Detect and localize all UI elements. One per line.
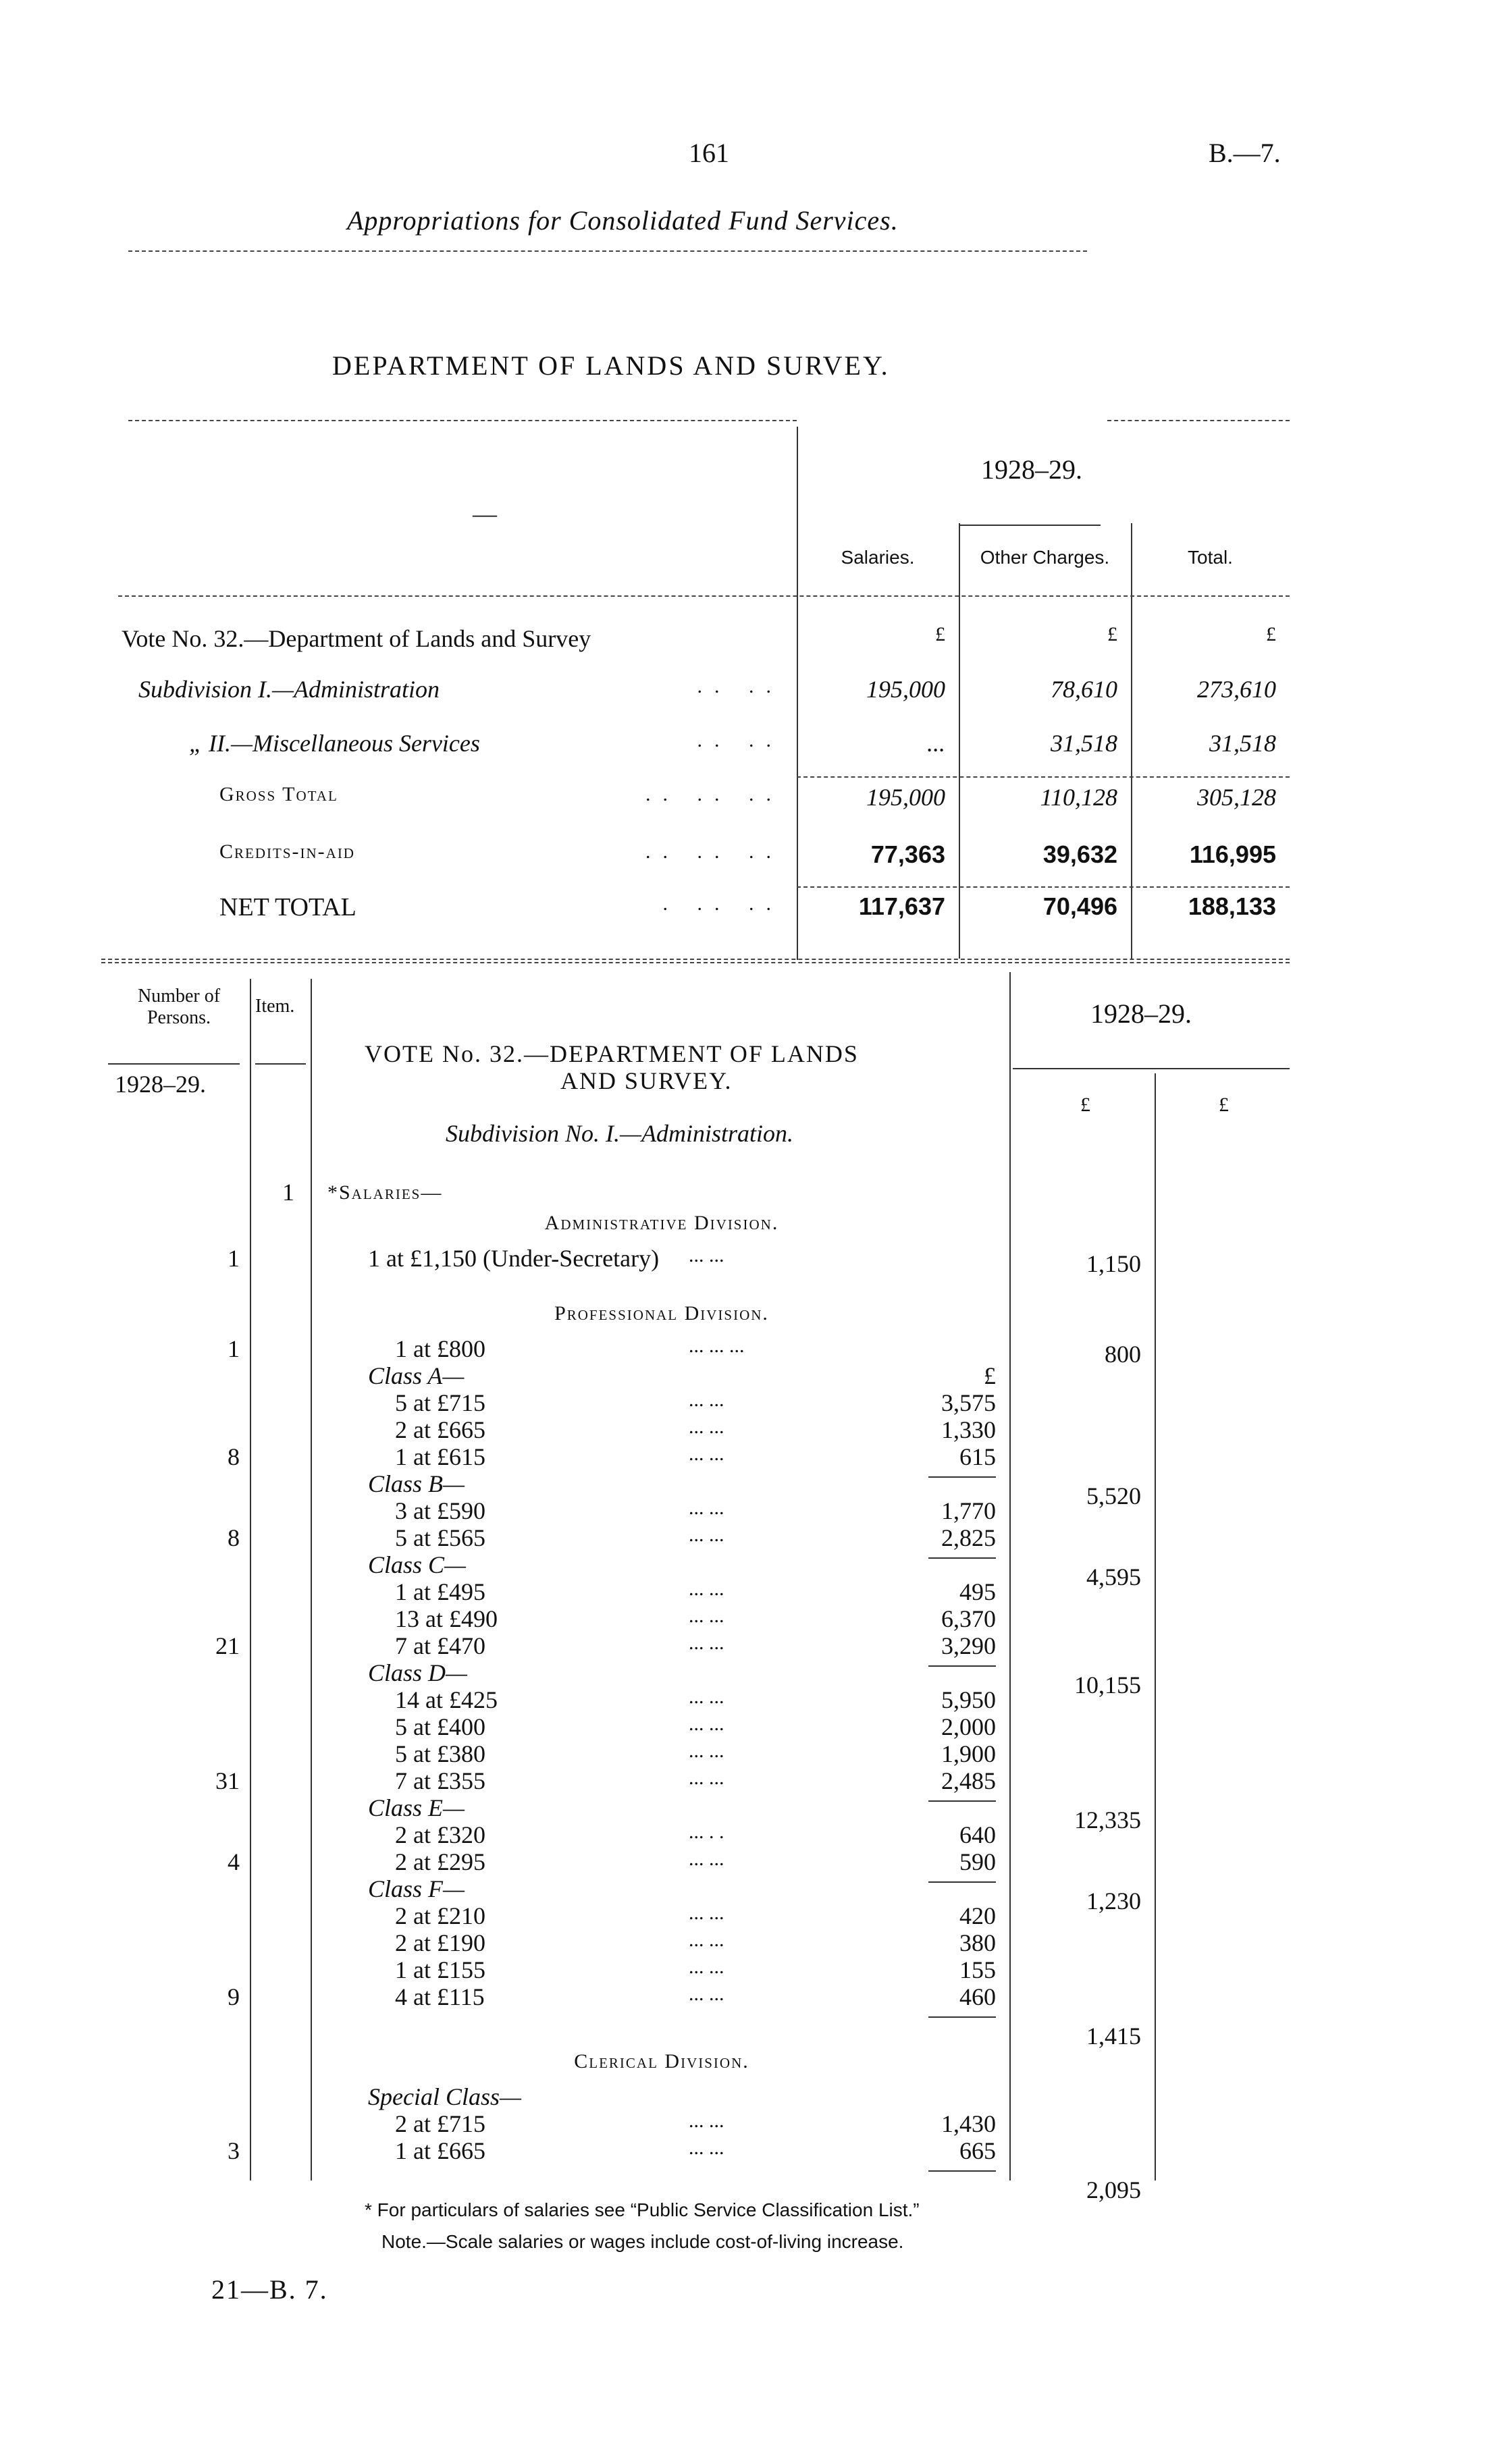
salary-entry: 1 at £800 (395, 1335, 485, 1362)
salary-entry: 1 at £495 (395, 1578, 485, 1605)
sub-amount: 2,825 (941, 1524, 996, 1551)
sub-amount: 590 (959, 1848, 996, 1875)
footer-reference: 21—B. 7. (211, 2274, 328, 2305)
persons-year: 1928–29. (115, 1071, 206, 1098)
sub-amount: 640 (959, 1821, 996, 1848)
summary-value: 110,128 (1040, 784, 1117, 811)
dot-leader: ... ... (689, 1389, 724, 1411)
persons-count: 31 (215, 1767, 240, 1794)
persons-count: 8 (228, 1443, 240, 1470)
sub-amount: 1,900 (941, 1740, 996, 1767)
dot-leader: ... ... (689, 1686, 724, 1708)
subdivision-title: Subdivision No. I.—Administration. (446, 1120, 794, 1147)
currency-symbol: £ (1266, 623, 1276, 645)
subtotal-rule (928, 2016, 996, 2018)
currency-symbol: £ (935, 623, 945, 645)
summary-value: 31,518 (1209, 730, 1276, 757)
sub-amount: 420 (959, 1902, 996, 1929)
summary-value: 31,518 (1051, 730, 1117, 757)
summary-top-rule-right (1107, 420, 1290, 421)
persons-header: Number of Persons. (137, 986, 221, 1028)
class-heading: Class B— (368, 1470, 465, 1497)
salary-entry: 2 at £715 (395, 2110, 485, 2137)
year-underline (959, 525, 1101, 526)
dot-leader: ... ... (689, 1713, 724, 1735)
dot-leader: ... ... (689, 1443, 724, 1465)
dot-leader: ... ... (689, 2110, 724, 2132)
department-heading: DEPARTMENT OF LANDS AND SURVEY. (332, 350, 890, 381)
year-rule (1013, 1068, 1290, 1069)
division-total: 10,155 (1074, 1671, 1141, 1698)
summary-value: 78,610 (1051, 676, 1117, 703)
summary-row-label: Credits-in-aid (219, 840, 355, 863)
sub-amount: 665 (959, 2137, 996, 2164)
sub-amount: 495 (959, 1578, 996, 1605)
dot-leader: .. .. (697, 729, 783, 751)
class-heading: Class F— (368, 1875, 465, 1902)
salary-entry: 5 at £400 (395, 1713, 485, 1740)
summary-row-label: „ II.—Miscellaneous Services (189, 730, 480, 757)
salary-entry: 5 at £380 (395, 1740, 485, 1767)
salary-entry: 7 at £470 (395, 1632, 485, 1659)
currency-symbol: £ (984, 1362, 996, 1389)
dot-leader: ... ... (689, 1497, 724, 1519)
division-total: 1,230 (1086, 1887, 1141, 1914)
class-heading: Class D— (368, 1659, 468, 1686)
vote-title-2: AND SURVEY. (560, 1067, 733, 1094)
salary-entry: 4 at £115 (395, 1983, 485, 2010)
persons-count: 1 (228, 1335, 240, 1362)
summary-value: 39,632 (1042, 840, 1117, 868)
salary-entry: 1 at £615 (395, 1443, 485, 1470)
summary-row-label: NET TOTAL (219, 893, 356, 921)
summary-value: 305,128 (1197, 784, 1276, 811)
division-heading: Administrative Division. (544, 1212, 779, 1234)
summary-value: 195,000 (866, 676, 945, 703)
class-heading: Special Class— (368, 2083, 522, 2110)
salary-entry: 5 at £565 (395, 1524, 485, 1551)
sub-amount: 6,370 (941, 1605, 996, 1632)
vote-title-1: VOTE No. 32.—DEPARTMENT OF LANDS (365, 1040, 859, 1067)
division-total: 1,415 (1086, 2023, 1141, 2050)
salary-entry: 2 at £295 (395, 1848, 485, 1875)
subtotal-rule (928, 1800, 996, 1802)
salary-entry: 14 at £425 (395, 1686, 498, 1713)
dot-leader: ... ... (689, 2137, 724, 2159)
persons-count: 8 (228, 1524, 240, 1551)
salary-entry: 13 at £490 (395, 1605, 498, 1632)
gross-total-rule (797, 776, 1290, 778)
class-heading: Class C— (368, 1551, 467, 1578)
year-label: 1928–29. (981, 454, 1082, 485)
dot-leader: . .. .. (662, 892, 783, 915)
persons-count: 3 (228, 2137, 240, 2164)
item-rule (255, 1063, 306, 1065)
class-heading: Class E— (368, 1794, 465, 1821)
dot-leader: ... ... (689, 1578, 724, 1600)
document-reference: B.—7. (1209, 138, 1281, 168)
dot-leader: ... ... (689, 1244, 724, 1266)
page-number: 161 (689, 138, 729, 168)
dot-leader: ... ... (689, 1605, 724, 1627)
summary-value: 273,610 (1197, 676, 1276, 703)
currency-sub: £ (1080, 1094, 1090, 1116)
dot-leader: ... ... (689, 1524, 724, 1546)
column-header: Total. (1188, 547, 1233, 568)
salary-entry: 2 at £665 (395, 1416, 485, 1443)
division-heading: Clerical Division. (574, 2050, 749, 2072)
persons-year-rule (108, 1063, 240, 1065)
footnote-note: Note.—Scale salaries or wages include cost-of-living increase. (381, 2231, 904, 2252)
summary-row-label: Subdivision I.—Administration (138, 676, 440, 703)
currency-total: £ (1219, 1094, 1229, 1116)
persons-count: 4 (228, 1848, 240, 1875)
summary-bottom-rule (101, 959, 1290, 960)
sub-amount: 460 (959, 1983, 996, 2010)
sub-amount: 1,330 (941, 1416, 996, 1443)
detail-year: 1928–29. (1090, 998, 1192, 1029)
dot-leader: ... . . (689, 1821, 724, 1843)
item-header: Item. (255, 996, 295, 1017)
dot-leader: ... ... (689, 1416, 724, 1438)
salary-entry: 3 at £590 (395, 1497, 485, 1524)
detail-top-rule (101, 962, 1290, 963)
sub-amount: 3,290 (941, 1632, 996, 1659)
title-rule (128, 250, 1087, 252)
stub-dash: — (473, 500, 497, 527)
salary-entry: 2 at £210 (395, 1902, 485, 1929)
dot-leader: ... ... (689, 1740, 724, 1762)
dot-leader: .. .. .. (645, 840, 783, 863)
summary-row-label: Gross Total (219, 783, 338, 805)
dot-leader: ... ... (689, 1983, 724, 2005)
dot-leader: ... ... (689, 1632, 724, 1654)
subtotal-rule (928, 1557, 996, 1559)
column-header: Other Charges. (980, 547, 1110, 568)
summary-value: 116,995 (1189, 840, 1276, 868)
column-header: Salaries. (841, 547, 915, 568)
summary-value: ... (927, 730, 945, 757)
sub-amount: 380 (959, 1929, 996, 1956)
persons-divider (250, 979, 251, 2180)
division-total: 800 (1105, 1341, 1141, 1368)
subtotal-rule (928, 2170, 996, 2172)
currency-symbol: £ (1107, 623, 1117, 645)
salary-entry: 2 at £190 (395, 1929, 485, 1956)
subtotal-rule (928, 1665, 996, 1667)
dot-leader: ... ... (689, 1929, 724, 1951)
dot-leader: .. .. (697, 675, 783, 697)
sub-amount: 3,575 (941, 1389, 996, 1416)
sub-amount: 2,000 (941, 1713, 996, 1740)
salary-entry: 1 at £665 (395, 2137, 485, 2164)
sub-amount: 2,485 (941, 1767, 996, 1794)
salaries-heading: *Salaries— (327, 1181, 443, 1204)
sub-amount: 615 (959, 1443, 996, 1470)
subtotal-rule (928, 1881, 996, 1883)
dot-leader: ... ... ... (689, 1335, 745, 1357)
division-total: 4,595 (1086, 1563, 1141, 1590)
salary-entry: 5 at £715 (395, 1389, 485, 1416)
page-title: Appropriations for Consolidated Fund Services. (347, 205, 899, 236)
division-total: 12,335 (1074, 1806, 1141, 1833)
summary-value: 70,496 (1042, 892, 1117, 920)
salary-entry: 1 at £155 (395, 1956, 485, 1983)
summary-value: 188,133 (1188, 892, 1276, 920)
sub-amount: 155 (959, 1956, 996, 1983)
persons-count: 1 (228, 1245, 240, 1272)
class-heading: Class A— (368, 1362, 465, 1389)
dot-leader: ... ... (689, 1956, 724, 1978)
subtotal-rule (928, 1476, 996, 1478)
dot-leader: .. .. .. (645, 783, 783, 805)
persons-count: 9 (228, 1983, 240, 2010)
total-divider (1155, 1073, 1156, 2180)
sub-amount: 5,950 (941, 1686, 996, 1713)
summary-value: 195,000 (866, 784, 945, 811)
summary-header-rule (118, 595, 1290, 597)
dot-leader: ... ... (689, 1848, 724, 1870)
sub-amount: 1,770 (941, 1497, 996, 1524)
division-total: 5,520 (1086, 1482, 1141, 1509)
dot-leader: ... ... (689, 1902, 724, 1924)
division-total: 2,095 (1086, 2176, 1141, 2203)
summary-value: 117,637 (858, 892, 945, 920)
summary-top-rule (128, 420, 797, 421)
item-number: 1 (282, 1179, 294, 1206)
net-total-rule (797, 886, 1290, 888)
summary-row-label: Vote No. 32.—Department of Lands and Survey (122, 625, 591, 652)
division-total: 1,150 (1086, 1250, 1141, 1277)
salary-entry: 1 at £1,150 (Under-Secretary) (368, 1245, 660, 1272)
item-divider (311, 979, 312, 2180)
footnote-salaries: * For particulars of salaries see “Public Service Classification List.” (365, 2199, 920, 2220)
persons-count: 21 (215, 1632, 240, 1659)
salary-entry: 2 at £320 (395, 1821, 485, 1848)
dot-leader: ... ... (689, 1767, 724, 1789)
amount-divider (1009, 972, 1011, 2180)
summary-value: 77,363 (870, 840, 945, 868)
sub-amount: 1,430 (941, 2110, 996, 2137)
salary-entry: 7 at £355 (395, 1767, 485, 1794)
division-heading: Professional Division. (554, 1302, 769, 1324)
